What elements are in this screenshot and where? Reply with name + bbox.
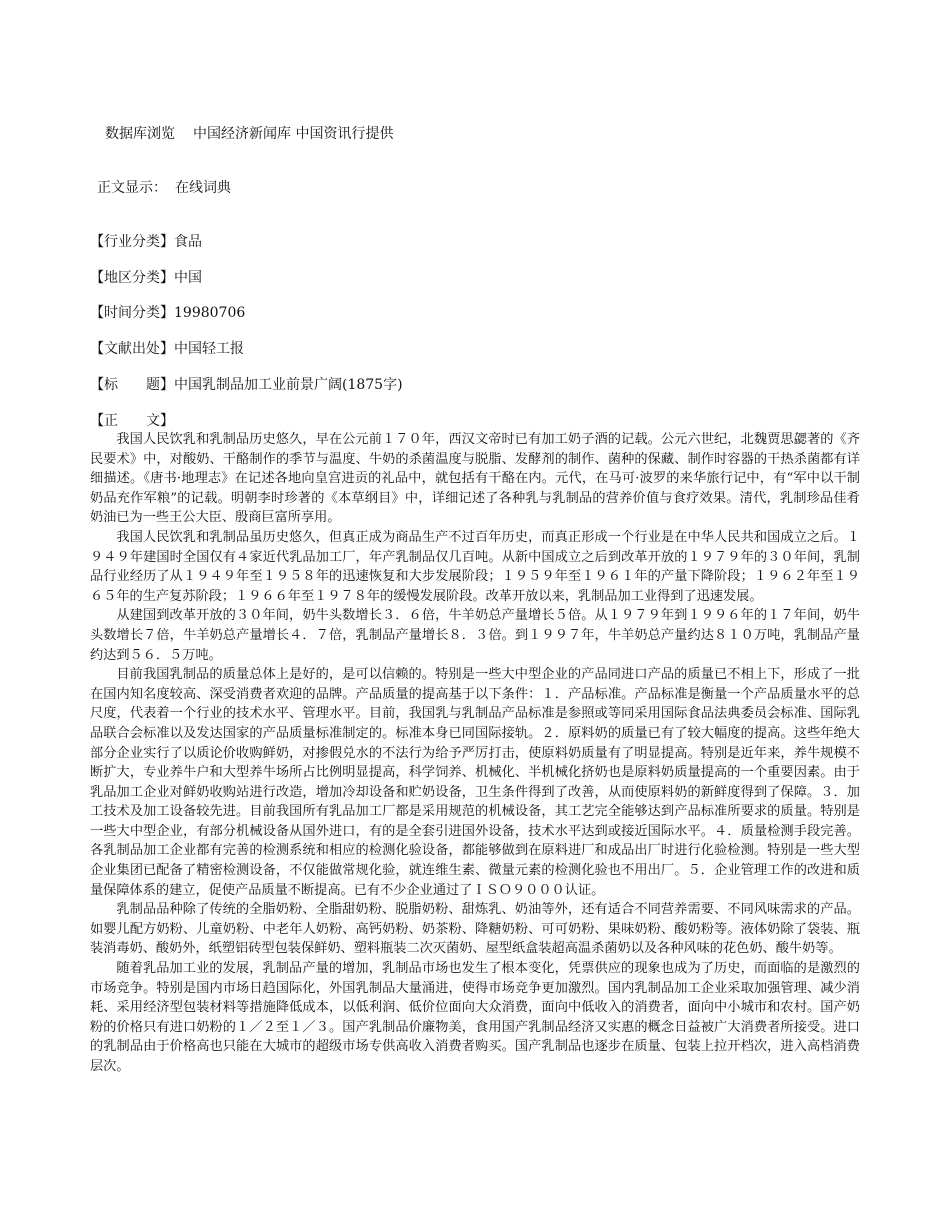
- meta-region: [90, 269, 202, 287]
- online-dictionary-link[interactable]: 在线词典: [175, 180, 231, 196]
- article-body: [90, 430, 860, 1077]
- display-options: [97, 179, 231, 197]
- body-paragraph: 随着乳品加工业的发展，乳制品产量的增加，乳制品市场也发生了根本变化，凭票供应的现象也成为了历史，而面临的是激烈的市场竞争。特别是国内市场日趋国际化，外国乳制品大量涌进，使得市场竞争更加激烈。国内乳制品加工企业采取加强管理、减少消耗、采用经济型包装材料等措施降低成本，以低利润、低价位面向大众消费，面向中低收入的消费者，面向中小城市和农村。国产奶粉的价格只有进口奶粉的１／２至１／３。国产乳制品价廉物美，食用国产乳制品经济又实惠的概念日益被广大消费者所接受。进口的乳制品由于价格高也只能在大城市的超级市场专供高收入消费者购买。国产乳制品也逐步在质量、包装上拉开档次，进入高档消费层次。: [90, 961, 860, 1074]
- meta-label: 【时间分类】: [90, 305, 174, 321]
- meta-industry: [90, 233, 202, 251]
- meta-value: 中国: [174, 270, 202, 286]
- meta-label: 【标 题】: [90, 377, 174, 393]
- meta-value: 食品: [174, 234, 202, 250]
- meta-date: [90, 304, 245, 322]
- database-header: [105, 125, 393, 143]
- meta-value: 19980706: [174, 305, 246, 321]
- body-paragraph: 从建国到改革开放的３０年间，奶牛头数增长３．６倍，牛羊奶总产量增长５倍。从１９７９年到１９９６年的１７年间，奶牛头数增长７倍，牛羊奶总产量增长４．７倍，乳制品产量增长８．３倍。到１９９７年，牛羊奶总产量约达８１０万吨，乳制品产量约达到５６．５万吨。: [90, 608, 860, 663]
- provider-label: 中国资讯行提供: [295, 126, 394, 142]
- body-paragraph: 目前我国乳制品的质量总体上是好的，是可以信赖的。特别是一些大中型企业的产品同进口产品的质量已不相上下，形成了一批在国内知名度较高、深受消费者欢迎的品牌。产品质量的提高基于以下条件：１．产品标准。产品标准是衡量一个产品质量水平的总尺度，代表着一个行业的技术水平、管理水平。目前，我国乳与乳制品产品标准是参照或等同采用国际食品法典委员会标准、国际乳品联合会标准以及发达国家的产品质量标准制定的。标准本身已同国际接轨。２．原料奶的质量已有了较大幅度的提高。这些年绝大部分企业实行了以质论价收购鲜奶，对掺假兑水的不法行为给予严厉打击，使原料奶质量有了明显提高。特别是近年来，养牛规模不断扩大，专业养牛户和大型养牛场所占比例明显提高，科学饲养、机械化、半机械化挤奶也是原料奶质量提高的一个重要因素。由于乳品加工企业对鲜奶收购站进行改造，增加冷却设备和贮奶设备，卫生条件得到了改善，从而使原料奶的新鲜度得到了保障。３．加工技术及加工设备较先进。目前我国所有乳品加工厂都是采用规范的机械设备，其工艺完全能够达到产品标准所要求的质量。特别是一些大中型企业，有部分机械设备从国外进口，有的是全套引进国外设备，技术水平达到或接近国际水平。４．质量检测手段完善。各乳制品加工企业都有完善的检测系统和相应的检测化验设备，都能够做到在原料进厂和成品出厂时进行化验检测。特别是一些大型企业集团已配备了精密检测设备，不仅能做常规化验，就连维生素、微量元素的检测化验也不用出厂。５．企业管理工作的改进和质量保障体系的建立，促使产品质量不断提高。已有不少企业通过了ＩＳＯ９０００认证。: [90, 667, 860, 898]
- meta-label: 【行业分类】: [90, 234, 174, 250]
- db-name-link[interactable]: 中国经济新闻库: [193, 126, 291, 142]
- body-paragraph: 乳制品品种除了传统的全脂奶粉、全脂甜奶粉、脱脂奶粉、甜炼乳、奶油等外，还有适合不同营养需要、不同风味需求的产品。如婴儿配方奶粉、儿童奶粉、中老年人奶粉、高钙奶粉、奶茶粉、降糖奶粉、可可奶粉、果味奶粉、酸奶粉等。液体奶除了袋装、瓶装消毒奶、酸奶外，纸塑铝砖型包装保鲜奶、塑料瓶装二次灭菌奶、屋型纸盒装超高温杀菌奶以及各种风味的花色奶、酸牛奶等。: [90, 902, 860, 957]
- body-paragraph: 我国人民饮乳和乳制品历史悠久，早在公元前１７０年，西汉文帝时已有加工奶子酒的记载。公元六世纪，北魏贾思勰著的《齐民要术》中，对酸奶、干酪制作的季节与温度、牛奶的杀菌温度与脱脂、发酵剂的制作、菌种的保藏、制作时容器的干热杀菌都有详细描述。《唐书·地理志》在记述各地向皇宫进贡的礼品中，就包括有干酪在内。元代，在马可·波罗的来华旅行记中，有“军中以干制奶品充作军粮”的记载。明朝李时珍著的《本草纲目》中，详细记述了各种乳与乳制品的营养价值与食疗效果。清代，乳制珍品佳肴奶油已为一些王公大臣、殷商巨富所享用。: [90, 432, 860, 526]
- display-label: 正文显示：: [97, 180, 167, 196]
- meta-title: [90, 376, 403, 394]
- meta-value: 中国轻工报: [174, 341, 244, 357]
- meta-label: 【文献出处】: [90, 341, 174, 357]
- body-label: 【正 文】: [90, 413, 174, 429]
- article-title: 中国乳制品加工业前景广阔(1875字): [174, 377, 403, 393]
- meta-source: [90, 340, 244, 358]
- meta-label: 【地区分类】: [90, 270, 174, 286]
- body-paragraph: 我国人民饮乳和乳制品虽历史悠久，但真正成为商品生产不过百年历史，而真正形成一个行业是在中华人民共和国成立之后。１９４９年建国时全国仅有４家近代乳品加工厂，年产乳制品仅几百吨。从新中国成立之后到改革开放的１９７９年的３０年间，乳制品行业经历了从１９４９年至１９５８年的迅速恢复和大步发展阶段；１９５９年至１９６１年的产量下降阶段；１９６２年至１９６５年的生产复苏阶段；１９６６年至１９７８年的缓慢发展阶段。改革开放以来，乳制品加工业得到了迅速发展。: [90, 529, 860, 604]
- db-browse-link[interactable]: 数据库浏览: [105, 126, 175, 142]
